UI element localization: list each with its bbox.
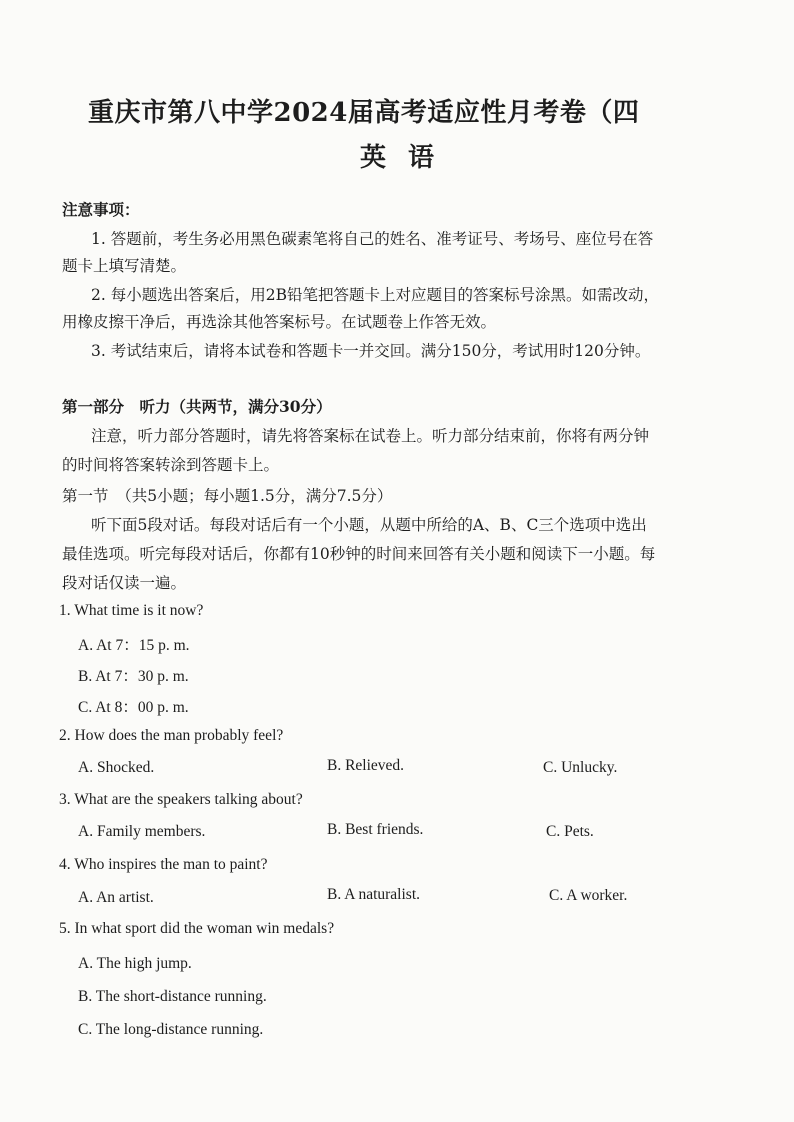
- instructions-line-2: 最佳选项。听完每段对话后，你都有10秒钟的时间来回答有关小题和阅读下一小题。每: [62, 545, 656, 563]
- q5-option-a: A. The high jump.: [78, 955, 192, 972]
- notice-item-1-line-1: 1. 答题前，考生务必用黑色碳素笔将自己的姓名、准考证号、考场号、座位号在答: [91, 230, 654, 248]
- notice-item-1-line-2: 题卡上填写清楚。: [62, 257, 187, 275]
- q3-option-c: C. Pets.: [546, 823, 594, 840]
- notice-item-3: 3. 考试结束后，请将本试卷和答题卡一并交回。满分150分，考试用时120分钟。: [91, 342, 651, 360]
- question-3: 3. What are the speakers talking about?: [59, 791, 303, 808]
- notice-item-2-line-1: 2. 每小题选出答案后，用2B铅笔把答题卡上对应题目的答案标号涂黑。如需改动，: [91, 286, 659, 304]
- q3-option-a: A. Family members.: [78, 823, 206, 840]
- q4-option-b: B. A naturalist.: [327, 886, 420, 903]
- notice-item-2-line-2: 用橡皮擦干净后，再选涂其他答案标号。在试题卷上作答无效。: [62, 313, 497, 331]
- question-1: 1. What time is it now?: [59, 602, 204, 619]
- question-5: 5. In what sport did the woman win medals?: [59, 920, 335, 937]
- q2-option-a: A. Shocked.: [78, 759, 155, 776]
- part1-note-line-1: 注意，听力部分答题时，请先将答案标在试卷上。听力部分结束前，你将有两分钟: [91, 427, 650, 445]
- instructions-line-3: 段对话仅读一遍。: [62, 574, 187, 592]
- part1-note-line-2: 的时间将答案转涂到答题卡上。: [62, 456, 280, 474]
- q1-option-b: B. At 7：30 p. m.: [78, 668, 189, 685]
- question-2: 2. How does the man probably feel?: [59, 727, 284, 744]
- q5-option-b: B. The short-distance running.: [78, 988, 267, 1005]
- section1-heading: 第一节 （共5小题；每小题1.5分，满分7.5分）: [62, 487, 393, 505]
- q2-option-c: C. Unlucky.: [543, 759, 618, 776]
- subject-title: 英语: [360, 143, 457, 173]
- q1-option-a: A. At 7：15 p. m.: [78, 637, 190, 654]
- part1-heading: 第一部分 听力（共两节，满分30分）: [62, 397, 332, 416]
- q2-option-b: B. Relieved.: [327, 757, 405, 774]
- question-4: 4. Who inspires the man to paint?: [59, 856, 268, 873]
- q4-option-a: A. An artist.: [78, 889, 154, 906]
- q5-option-c: C. The long-distance running.: [78, 1021, 264, 1038]
- instructions-line-1: 听下面5段对话。每段对话后有一个小题，从题中所给的A、B、C三个选项中选出: [91, 516, 647, 534]
- q4-option-c: C. A worker.: [549, 887, 628, 904]
- exam-title: 重庆市第八中学2024届高考适应性月考卷（四: [88, 98, 640, 128]
- q1-option-c: C. At 8：00 p. m.: [78, 699, 189, 716]
- q3-option-b: B. Best friends.: [327, 821, 424, 838]
- notice-heading: 注意事项：: [62, 200, 140, 219]
